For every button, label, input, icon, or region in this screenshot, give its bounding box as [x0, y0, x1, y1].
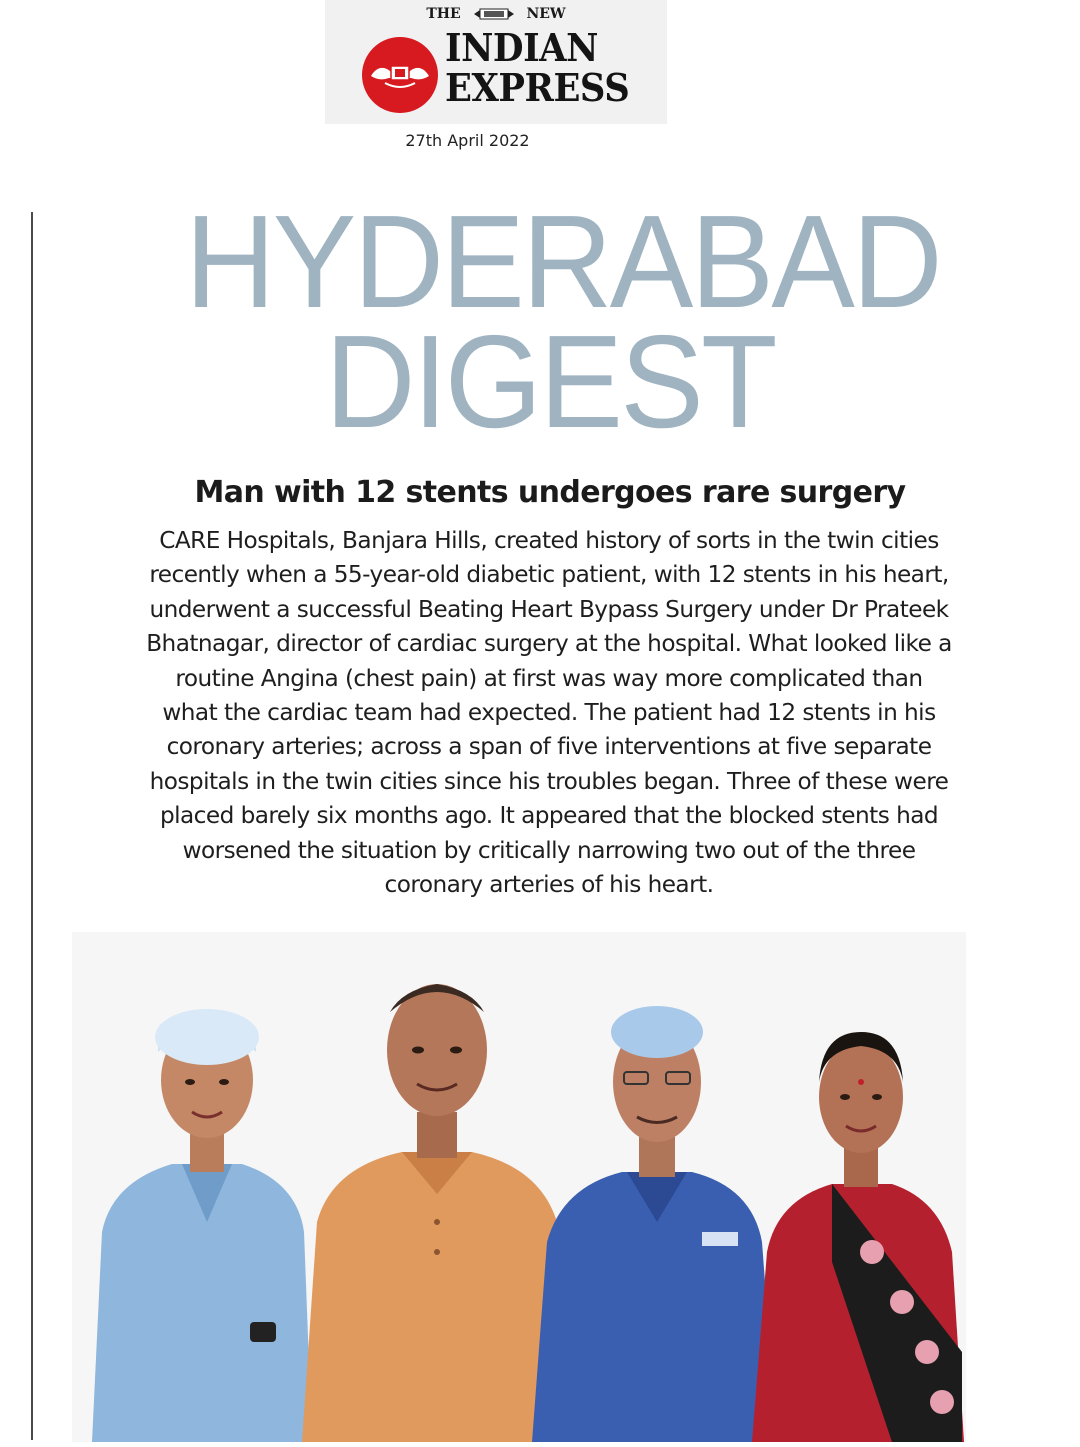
article-line: Bhatnagar, director of cardiac surgery at the hospital. What looked like a	[146, 630, 952, 658]
masthead-the: THE	[426, 6, 461, 22]
column-rule	[31, 212, 33, 1440]
newspaper-masthead	[325, 0, 667, 124]
article-headline: Man with 12 stents undergoes rare surgery	[194, 475, 906, 510]
masthead-title-line1: INDIAN	[445, 25, 598, 70]
article-line: CARE Hospitals, Banjara Hills, created history of sorts in the twin cities	[159, 527, 939, 554]
article-line: placed barely six months ago. It appeared that the blocked stents had	[159, 802, 939, 830]
masthead-title	[445, 25, 630, 110]
article-line: recently when a 55-year-old diabetic patient, with 12 stents in his heart,	[149, 561, 949, 589]
article-body	[60, 524, 1038, 902]
masthead-title-line2: EXPRESS	[445, 65, 630, 110]
group-photo-illustration	[72, 932, 966, 1442]
article-line: hospitals in the twin cities since his troubles began. Three of these were	[149, 767, 949, 795]
article-line: coronary arteries; across a span of five interventions at five separate	[166, 733, 932, 761]
article-line: underwent a successful Beating Heart Bypass Surgery under Dr Prateek	[149, 595, 949, 623]
article-line: what the cardiac team had expected. The patient had 12 stents in his	[162, 699, 936, 727]
article-line: worsened the situation by critically narrowing two out of the three	[182, 836, 916, 864]
article-line: coronary arteries of his heart.	[384, 871, 714, 899]
section-title-line1: HYDERABAD	[185, 188, 940, 335]
newspaper-logo-icon	[361, 36, 439, 114]
article-line: routine Angina (chest pain) at first was way more complicated than	[175, 664, 923, 692]
publication-date: 27th April 2022	[405, 131, 530, 150]
article-photo	[72, 932, 966, 1442]
masthead-new: NEW	[526, 6, 566, 22]
masthead-top-line	[325, 6, 667, 22]
masthead-emblem-icon	[472, 7, 516, 21]
section-title-line2: DIGEST	[325, 308, 775, 455]
